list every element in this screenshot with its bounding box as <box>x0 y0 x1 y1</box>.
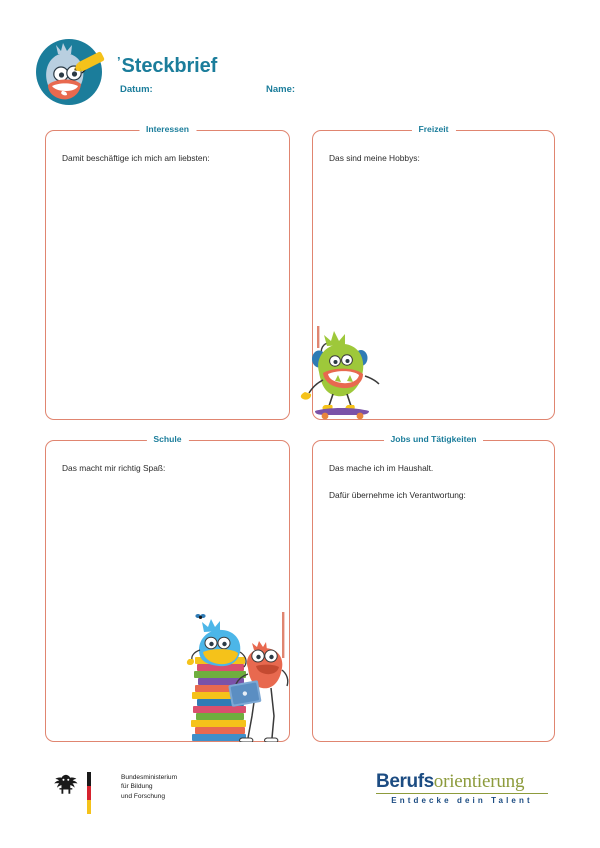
prompt-text: Damit beschäftige ich mich am liebsten: <box>62 153 210 163</box>
page-title <box>117 54 217 78</box>
name-field-label: Name: <box>266 84 296 95</box>
brand-divider <box>376 793 548 794</box>
section-legend-schule: Schule <box>146 434 188 444</box>
section-legend-jobs: Jobs und Tätigkeiten <box>384 434 484 444</box>
section-schule[interactable] <box>45 434 290 742</box>
mascot-badge-icon <box>36 37 106 107</box>
brand-word-berufs: Berufs <box>376 771 434 792</box>
prompt-text: Das mache ich im Haushalt. <box>329 463 434 473</box>
ministry-logo <box>47 769 207 821</box>
brand-tagline: Entdecke dein Talent <box>391 796 533 806</box>
prompt-text: Das macht mir richtig Spaß: <box>62 463 166 473</box>
title-apostrophe: ’ <box>117 54 121 69</box>
date-field-label: Datum: <box>120 84 153 95</box>
brand-wordmark <box>376 771 548 792</box>
federal-eagle-icon <box>47 769 117 821</box>
section-legend-freizeit: Freizeit <box>411 124 455 134</box>
ministry-line-2: für Bildung <box>121 783 153 791</box>
prompt-text: Dafür übernehme ich Verantwortung: <box>329 490 466 500</box>
berufsorientierung-logo <box>376 771 548 805</box>
section-freizeit[interactable] <box>312 124 555 420</box>
section-legend-interessen: Interessen <box>139 124 196 134</box>
title-text: Steckbrief <box>121 55 218 77</box>
section-jobs-und-taetigkeiten[interactable] <box>312 434 555 742</box>
ministry-line-3: und Forschung <box>121 792 165 800</box>
ministry-line-1: Bundesministerium <box>121 774 178 781</box>
brand-word-orientierung: orientierung <box>433 771 525 792</box>
prompt-text: Das sind meine Hobbys: <box>329 153 420 163</box>
page-header <box>0 0 600 118</box>
section-interessen[interactable] <box>45 124 290 420</box>
ministry-name <box>121 773 177 801</box>
